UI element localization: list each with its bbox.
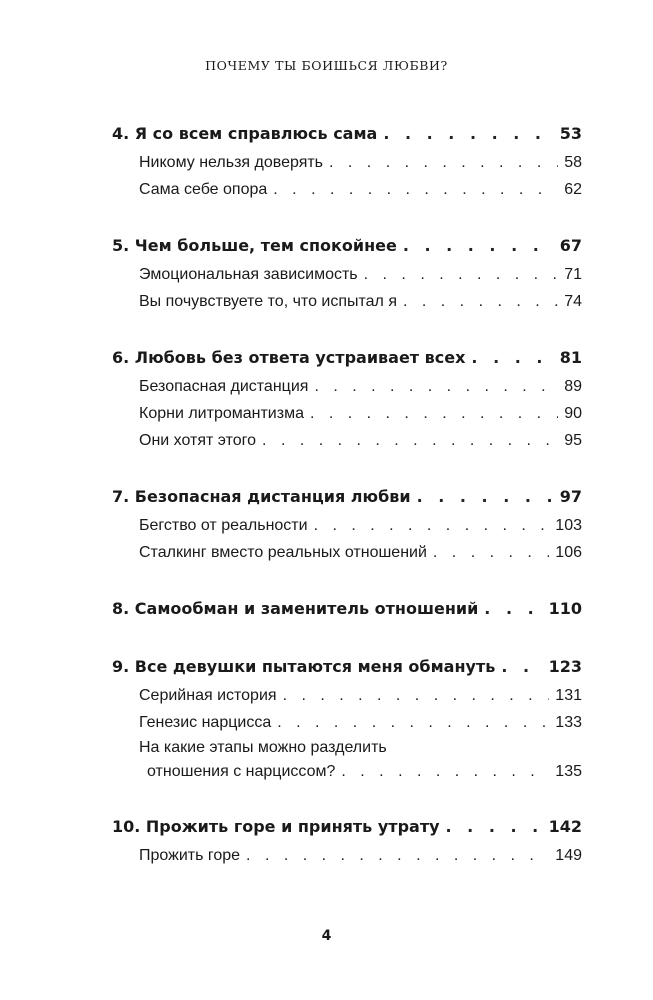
- page-number: 58: [564, 154, 582, 171]
- page-number: 90: [564, 405, 582, 422]
- dot-leader: [329, 149, 558, 176]
- page-folio: 4: [321, 928, 332, 944]
- dot-leader: [484, 594, 542, 624]
- page-number: 89: [564, 378, 582, 395]
- dot-leader: [314, 512, 550, 539]
- chapter-title: 10. Прожить горе и принять утрату: [112, 817, 440, 836]
- toc-chapter-4: [112, 119, 582, 203]
- toc-chapter-5: [112, 231, 582, 315]
- dot-leader: [262, 427, 558, 454]
- toc-entry-chapter-7[interactable]: [112, 482, 582, 512]
- toc-entry-section[interactable]: [112, 149, 582, 176]
- section-title: Вы почувствуете то, что испытал я: [139, 293, 397, 310]
- section-title: Безопасная дистанция: [139, 378, 309, 395]
- section-title-line-2-row: [139, 760, 582, 784]
- page-number: 142: [548, 817, 582, 836]
- table-of-contents: [112, 119, 582, 869]
- chapter-title: 7. Безопасная дистанция любви: [112, 487, 411, 506]
- toc-entry-section[interactable]: [112, 427, 582, 454]
- section-title: Они хотят этого: [139, 432, 257, 449]
- toc-entry-section[interactable]: [112, 261, 582, 288]
- toc-entry-section[interactable]: [112, 682, 582, 709]
- page-number: 71: [564, 266, 582, 283]
- page-number: 97: [559, 487, 582, 506]
- section-title: Никому нельзя доверять: [139, 154, 324, 171]
- toc-entry-section[interactable]: [112, 709, 582, 736]
- dot-leader: [403, 231, 554, 261]
- section-title: Прожить горе: [139, 847, 241, 864]
- toc-entry-chapter-4[interactable]: [112, 119, 582, 149]
- page-number: 149: [555, 847, 582, 864]
- toc-entry-section[interactable]: [112, 288, 582, 315]
- section-title: Серийная история: [139, 687, 277, 704]
- chapter-title: 6. Любовь без ответа устраивает всех: [112, 348, 466, 367]
- page-number: 67: [559, 236, 582, 255]
- section-title: Сама себе опора: [139, 181, 268, 198]
- toc-entry-section[interactable]: [112, 842, 582, 869]
- page-number: 95: [564, 432, 582, 449]
- section-title-line-2: отношения с нарциссом?: [147, 763, 336, 780]
- dot-leader: [403, 288, 558, 315]
- toc-entry-section[interactable]: [112, 373, 582, 400]
- section-title: Эмоциональная зависимость: [139, 266, 358, 283]
- chapter-title: 5. Чем больше, тем спокойнее: [112, 236, 397, 255]
- page-number: 106: [555, 544, 582, 561]
- dot-leader: [314, 373, 558, 400]
- page-number: 74: [564, 293, 582, 310]
- section-title: Генезис нарцисса: [139, 714, 272, 731]
- page-number: 62: [564, 181, 582, 198]
- page-number: 135: [555, 763, 582, 780]
- toc-entry-chapter-9[interactable]: [112, 652, 582, 682]
- page-number: 131: [555, 687, 582, 704]
- chapter-title: 4. Я со всем справлюсь сама: [112, 124, 378, 143]
- toc-entry-chapter-10[interactable]: [112, 812, 582, 842]
- toc-entry-chapter-8[interactable]: [112, 594, 582, 624]
- toc-chapter-6: [112, 343, 582, 454]
- dot-leader: [364, 261, 559, 288]
- toc-entry-section[interactable]: [112, 539, 582, 566]
- page-number: 53: [559, 124, 582, 143]
- toc-entry-section[interactable]: [112, 512, 582, 539]
- toc-entry-chapter-6[interactable]: [112, 343, 582, 373]
- dot-leader: [283, 682, 550, 709]
- toc-entry-section-multiline[interactable]: [112, 736, 582, 784]
- dot-leader: [501, 652, 542, 682]
- dot-leader: [383, 119, 553, 149]
- toc-chapter-8: [112, 594, 582, 624]
- chapter-title: 8. Самообман и заменитель отношений: [112, 599, 479, 618]
- dot-leader: [273, 176, 558, 203]
- chapter-title: 9. Все девушки пытаются меня обмануть: [112, 657, 496, 676]
- section-title: Бегство от реальности: [139, 517, 308, 534]
- section-title: Сталкинг вместо реальных отношений: [139, 544, 427, 561]
- page-number: 103: [555, 517, 582, 534]
- section-title-line-1: На какие этапы можно разделить: [139, 739, 387, 756]
- dot-leader: [471, 343, 553, 373]
- dot-leader: [341, 760, 549, 784]
- page-number: 81: [559, 348, 582, 367]
- dot-leader: [310, 400, 558, 427]
- page-number: 133: [555, 714, 582, 731]
- toc-chapter-9: [112, 652, 582, 784]
- toc-entry-section[interactable]: [112, 176, 582, 203]
- page-number: 110: [548, 599, 582, 618]
- dot-leader: [433, 539, 549, 566]
- dot-leader: [446, 812, 543, 842]
- section-title: Корни литромантизма: [139, 405, 304, 422]
- toc-chapter-7: [112, 482, 582, 566]
- dot-leader: [417, 482, 554, 512]
- toc-entry-section[interactable]: [112, 400, 582, 427]
- toc-chapter-10: [112, 812, 582, 869]
- dot-leader: [246, 842, 549, 869]
- page-number: 123: [548, 657, 582, 676]
- dot-leader: [277, 709, 549, 736]
- toc-entry-chapter-5[interactable]: [112, 231, 582, 261]
- running-head: ПОЧЕМУ ТЫ БОИШЬСЯ ЛЮБВИ?: [205, 58, 448, 73]
